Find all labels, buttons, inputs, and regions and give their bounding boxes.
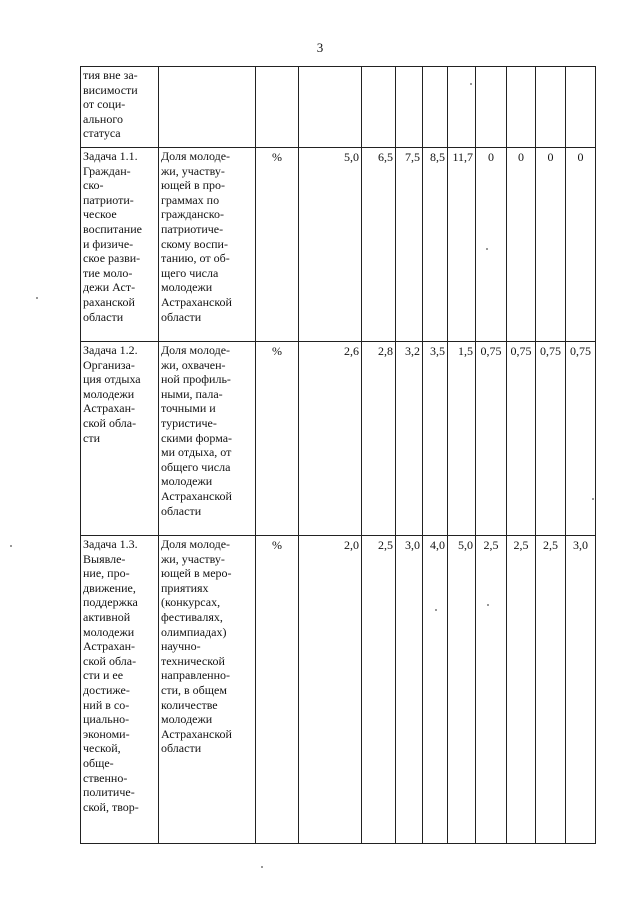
value-cell: 0 <box>566 148 596 342</box>
unit-cell: % <box>256 536 299 844</box>
value-cell: 0,75 <box>507 342 536 536</box>
value-cell: 2,8 <box>362 342 396 536</box>
value-cell: 0,75 <box>566 342 596 536</box>
value-cell: 7,5 <box>396 148 423 342</box>
page-number: 3 <box>316 40 324 55</box>
value-cell <box>536 67 566 148</box>
value-cell: 3,5 <box>423 342 448 536</box>
table-row-task-1-1 <box>81 148 596 342</box>
value-cell: 2,5 <box>476 536 507 844</box>
value-cell <box>476 67 507 148</box>
value-cell: 0 <box>536 148 566 342</box>
value-cell: 11,7 <box>448 148 476 342</box>
indicator-table <box>80 66 596 844</box>
task-cell: тия вне за- висимости от соци- ального статуса <box>81 67 159 148</box>
table-row-task-1-3 <box>81 536 596 844</box>
value-cell: 8,5 <box>423 148 448 342</box>
indicator-cell: Доля молоде- жи, охвачен- ной профиль- ными, пала- точными и туристиче- скими форма- ми отдыха, от общего числа молодежи Астраханской области <box>159 342 256 536</box>
value-cell: 3,0 <box>396 536 423 844</box>
value-cell: 5,0 <box>299 148 362 342</box>
value-cell: 5,0 <box>448 536 476 844</box>
value-cell <box>299 67 362 148</box>
value-cell <box>448 67 476 148</box>
value-cell: 2,6 <box>299 342 362 536</box>
task-cell: Задача 1.1. Граждан- ско- патриоти- ческое воспитание и физиче- ское разви- тие моло- дежи Аст- раханской области <box>81 148 159 342</box>
indicator-cell <box>159 67 256 148</box>
table-row-continuation <box>81 67 596 148</box>
task-cell: Задача 1.2. Организа- ция отдыха молодежи Астрахан- ской обла- сти <box>81 342 159 536</box>
value-cell <box>507 67 536 148</box>
value-cell <box>423 67 448 148</box>
value-cell <box>396 67 423 148</box>
value-cell <box>566 67 596 148</box>
unit-cell: % <box>256 148 299 342</box>
unit-cell: % <box>256 342 299 536</box>
table-row-task-1-2 <box>81 342 596 536</box>
value-cell: 0 <box>507 148 536 342</box>
value-cell: 3,2 <box>396 342 423 536</box>
value-cell: 4,0 <box>423 536 448 844</box>
value-cell: 0,75 <box>476 342 507 536</box>
value-cell: 6,5 <box>362 148 396 342</box>
indicator-cell: Доля молоде- жи, участву- ющей в меро- приятиях (конкурсах, фестивалях, олимпиадах) научно- технической направленно- сти, в общем количестве молодежи Астраханской области <box>159 536 256 844</box>
indicator-cell: Доля молоде- жи, участву- ющей в про- граммах по гражданско- патриотиче- скому воспи- танию, от об- щего числа молодежи Астраханской области <box>159 148 256 342</box>
value-cell: 1,5 <box>448 342 476 536</box>
value-cell: 0 <box>476 148 507 342</box>
value-cell: 3,0 <box>566 536 596 844</box>
value-cell: 2,0 <box>299 536 362 844</box>
value-cell: 2,5 <box>536 536 566 844</box>
unit-cell <box>256 67 299 148</box>
value-cell: 2,5 <box>362 536 396 844</box>
value-cell: 0,75 <box>536 342 566 536</box>
task-cell: Задача 1.3. Выявле- ние, про- движение, поддержка активной молодежи Астрахан- ской обла- сти и ее достиже- ний в со- циально- экономи- ческой, обще- ственно- политиче- ской, твор- <box>81 536 159 844</box>
value-cell <box>362 67 396 148</box>
value-cell: 2,5 <box>507 536 536 844</box>
